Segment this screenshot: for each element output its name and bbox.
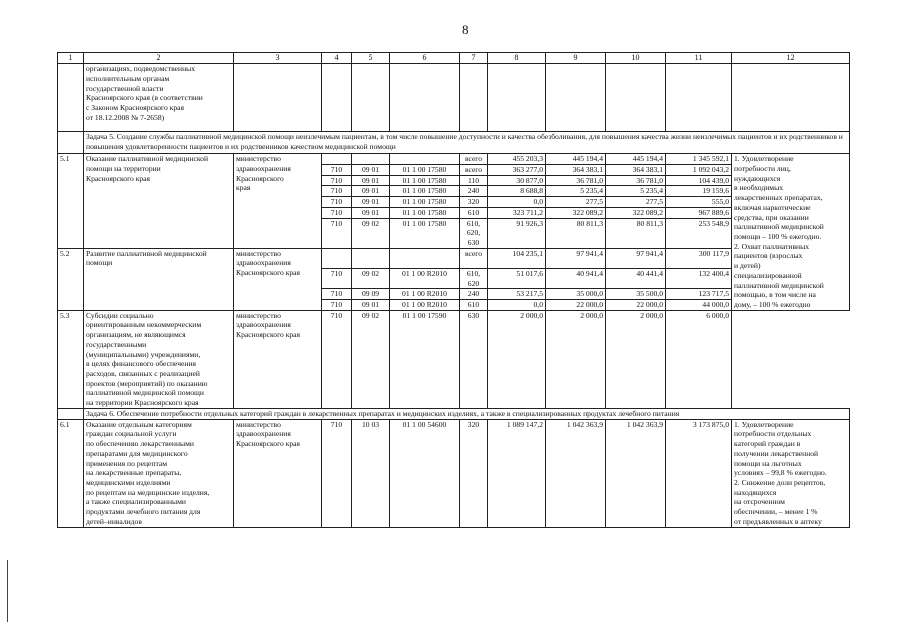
task-5-text: Задача 5. Создание службы паллиативной медицинской помощи неизлечимым пациентам, в том числе повышение доступности и качества обезболивания, для повышения качества жизни неизлечимых пациентов и их родственников и повышения удовлетворенности пациентов и их родственников качеством медицинской помощи [84,132,850,154]
grbs-code: 710 [322,268,352,288]
amount-cell: 253 548,9 [666,218,732,248]
target-item-code: 01 1 00 R2010 [390,289,460,300]
amount-cell: 97 941,4 [606,248,666,268]
amount-cell: 132 400,4 [666,268,732,288]
amount-cell: 104 235,1 [488,248,546,268]
table-row [58,64,850,132]
target-item-code: 01 1 00 17590 [390,310,460,408]
section-code: 09 01 [352,164,390,175]
amount-cell: 22 000,0 [606,300,666,311]
column-header: 8 [488,53,546,64]
grbs-code: 710 [322,186,352,197]
amount-cell: 364 383,1 [606,164,666,175]
page-number: 8 [462,22,469,37]
target-item-code: 01 1 00 17580 [390,164,460,175]
amount-cell: 323 711,2 [488,207,546,218]
responsible-org: министерство здравоохранения Красноярского края [234,154,322,248]
task-6-text: Задача 6. Обеспечение потребности отдельных категорий граждан в лекарственных препаратах и медицинских изделиях, а также в специализированных продуктах лечебного питания [84,408,850,419]
column-header: 1 [58,53,84,64]
task-6-row [58,408,850,419]
amount-cell: 445 194,4 [606,154,666,165]
section-code: 09 02 [352,310,390,408]
amount-cell: 0,0 [488,300,546,311]
amount-cell: 19 159,6 [666,186,732,197]
column-header: 2 [84,53,234,64]
budget-code: 320 [460,419,488,527]
section-code: 09 02 [352,218,390,248]
budget-code: 240 [460,186,488,197]
amount-cell: 44 000,0 [666,300,732,311]
column-header: 5 [352,53,390,64]
target-item-code: 01 1 00 R2010 [390,300,460,311]
budget-code: 610, 620, 630 [460,218,488,248]
responsible-org: министерство здравоохранения Красноярского края [234,419,322,527]
activity-name: Оказание паллиативной медицинской помощи на территории Красноярского края [84,154,234,248]
amount-cell: 445 194,4 [546,154,606,165]
budget-code: 630 [460,310,488,408]
table-row [58,248,850,268]
budget-code: всего [460,164,488,175]
amount-cell: 2 000,0 [488,310,546,408]
budget-code: 610, 620 [460,268,488,288]
amount-cell: 5 235,4 [606,186,666,197]
grbs-code: 710 [322,300,352,311]
activity-name: Развитие паллиативной медицинской помощи [84,248,234,310]
target-item-code: 01 1 00 17580 [390,218,460,248]
grbs-code: 710 [322,197,352,208]
column-header: 4 [322,53,352,64]
table-row [58,419,850,527]
amount-cell: 363 277,0 [488,164,546,175]
column-header: 12 [732,53,850,64]
margin-line [7,560,8,622]
intro-text: организациях, подведомственных исполнительным органам государственной власти Красноярского края (в соответствии с Законом Красноярского края от 18.12.2008 № 7-2658) [84,64,234,132]
grbs-code: 710 [322,310,352,408]
budget-code: 610 [460,207,488,218]
amount-cell: 40 441,4 [606,268,666,288]
target-item-code: 01 1 00 17580 [390,175,460,186]
target-item-code: 01 1 00 17580 [390,207,460,218]
target-item-code: 01 1 00 17580 [390,186,460,197]
amount-cell: 51 017,6 [488,268,546,288]
amount-cell: 35 000,0 [546,289,606,300]
column-header: 3 [234,53,322,64]
amount-cell: 322 089,2 [606,207,666,218]
amount-cell: 364 383,1 [546,164,606,175]
amount-cell: 300 117,9 [666,248,732,268]
responsible-org: министерство здравоохранения Красноярского края [234,248,322,310]
target-item-code: 01 1 00 54600 [390,419,460,527]
amount-cell: 5 235,4 [546,186,606,197]
amount-cell: 53 217,5 [488,289,546,300]
section-code: 09 01 [352,207,390,218]
amount-cell: 36 781,0 [546,175,606,186]
section-code: 09 01 [352,300,390,311]
amount-cell: 322 089,2 [546,207,606,218]
amount-cell: 104 439,0 [666,175,732,186]
section-code: 09 01 [352,175,390,186]
table-row [58,310,850,408]
activity-name: Субсидии социально ориентированным некоммерческим организациям, не являющимся государственными (муниципальными) учреждениями, в целях финансового обеспечения расходов, связанных с реализацией проектов (мероприятий) по оказанию паллиативной медицинской помощи на территории Красноярского края [84,310,234,408]
grbs-code: 710 [322,164,352,175]
header-row [58,53,850,64]
amount-cell: 30 877,0 [488,175,546,186]
amount-cell: 40 941,4 [546,268,606,288]
amount-cell: 2 000,0 [606,310,666,408]
amount-cell: 0,0 [488,197,546,208]
amount-cell: 6 000,0 [666,310,732,408]
amount-cell: 1 092 043,2 [666,164,732,175]
section-code: 09 01 [352,186,390,197]
table-row [58,154,850,165]
amount-cell: 967 889,6 [666,207,732,218]
column-header: 6 [390,53,460,64]
budget-code: 110 [460,175,488,186]
section-code: 09 09 [352,289,390,300]
row-number: 5.2 [58,248,84,310]
section-code: 10 03 [352,419,390,527]
grbs-code: 710 [322,419,352,527]
column-header: 9 [546,53,606,64]
amount-cell: 97 941,4 [546,248,606,268]
row-number: 5.3 [58,310,84,408]
amount-cell: 277,5 [546,197,606,208]
amount-cell: 80 811,3 [606,218,666,248]
budget-code: всего [460,154,488,165]
activity-name: Оказание отдельным категориям граждан социальной услуги по обеспечению лекарственными препаратами для медицинского применения по рецептам на лекарственные препараты, медицинскими изделиями по рецептам на медицинские изделия, а также специализированными продуктами лечебного питания для детей–инвалидов [84,419,234,527]
expected-result: 1. Удовлетворение потребности отдельных категорий граждан в получении лекарственной помощи на льготных условиях – 99,8 % ежегодно. 2. Снижение доли рецептов, находящихся на отсроченном обеспечении, – менее 1 % от предъявленных в аптеку [732,419,850,527]
amount-cell: 555,0 [666,197,732,208]
section-code: 09 02 [352,268,390,288]
budget-code: 240 [460,289,488,300]
program-activities-table [57,52,850,528]
amount-cell: 80 811,3 [546,218,606,248]
budget-code: 610 [460,300,488,311]
column-header: 11 [666,53,732,64]
budget-code: всего [460,248,488,268]
row-number: 5.1 [58,154,84,248]
column-header: 10 [606,53,666,64]
section-code: 09 01 [352,197,390,208]
amount-cell: 1 042 363,9 [546,419,606,527]
amount-cell: 91 926,3 [488,218,546,248]
task-5-row [58,132,850,154]
amount-cell: 123 717,5 [666,289,732,300]
grbs-code: 710 [322,207,352,218]
amount-cell: 1 089 147,2 [488,419,546,527]
expected-result: 1. Удовлетворение потребности лиц, нуждающихся в необходимых лекарственных препаратах, включая наркотические средства, при оказании паллиативной медицинской помощи – 100 % ежегодно. 2. Охват паллиативных пациентов (взрослых и детей) специализированной паллиативной медицинской помощью, в том числе на дому, – 100 % ежегодно [732,154,850,311]
amount-cell: 36 781,0 [606,175,666,186]
amount-cell: 8 688,8 [488,186,546,197]
budget-code: 320 [460,197,488,208]
amount-cell: 455 203,3 [488,154,546,165]
grbs-code: 710 [322,218,352,248]
amount-cell: 3 173 875,0 [666,419,732,527]
amount-cell: 1 345 592,1 [666,154,732,165]
amount-cell: 22 000,0 [546,300,606,311]
amount-cell: 2 000,0 [546,310,606,408]
amount-cell: 277,5 [606,197,666,208]
column-header: 7 [460,53,488,64]
grbs-code: 710 [322,175,352,186]
row-number: 6.1 [58,419,84,527]
amount-cell: 1 042 363,9 [606,419,666,527]
target-item-code: 01 1 00 17580 [390,197,460,208]
target-item-code: 01 1 00 R2010 [390,268,460,288]
grbs-code: 710 [322,289,352,300]
amount-cell: 35 500,0 [606,289,666,300]
responsible-org: министерство здравоохранения Красноярского края [234,310,322,408]
